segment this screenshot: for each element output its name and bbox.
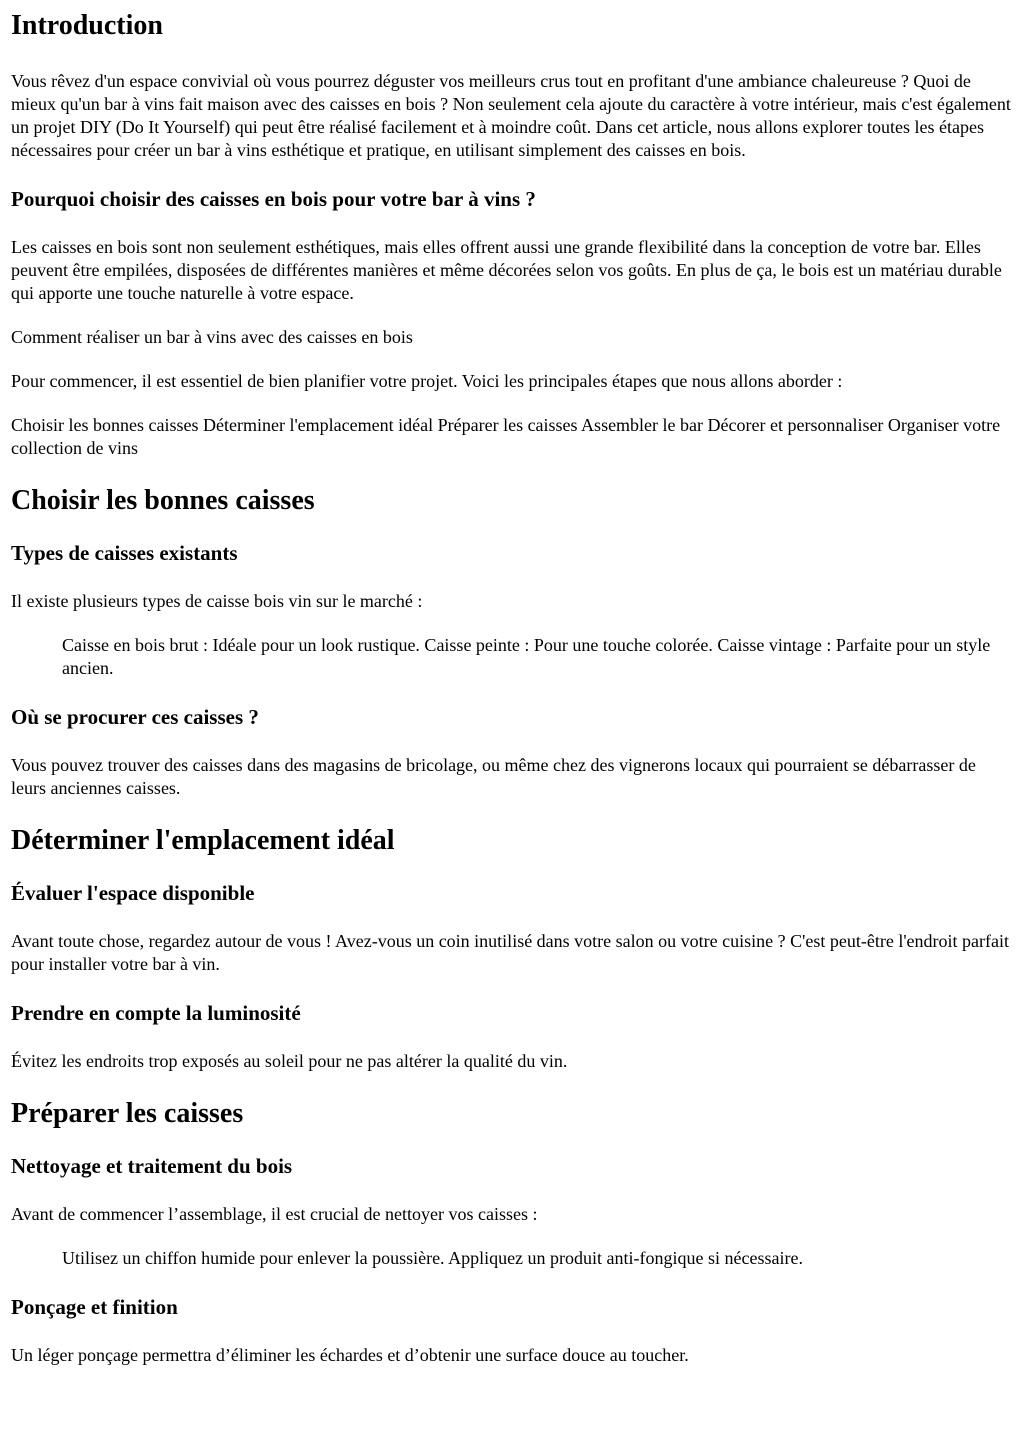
steps-line: Choisir les bonnes caisses Déterminer l'emplacement idéal Préparer les caisses Assembler le bar Décorer et personnaliser Organiser votre collection de vins [11, 415, 1001, 458]
light-heading: Prendre en compte la luminosité [11, 1001, 301, 1025]
plan-line: Pour commencer, il est essentiel de bien planifier votre projet. Voici les principales étapes que nous allons aborder : [11, 371, 843, 391]
clean-intro: Avant de commencer l’assemblage, il est crucial de nettoyer vos caisses : [11, 1204, 538, 1224]
why-paragraph: Les caisses en bois sont non seulement esthétiques, mais elles offrent aussi une grande flexibilité dans la conception de votre bar. Elles peuvent être empilées, disposées de différentes manières et même décorées selon vos goûts. En plus de ça, le bois est un matériau durable qui apporte une touche naturelle à votre espace. [11, 237, 1002, 303]
sand-heading: Ponçage et finition [11, 1295, 178, 1319]
where-paragraph: Vous pouvez trouver des caisses dans des magasins de bricolage, ou même chez des vignerons locaux qui pourraient se débarrasser de leurs anciennes caisses. [11, 755, 976, 798]
types-intro: Il existe plusieurs types de caisse bois vin sur le marché : [11, 591, 423, 611]
types-list: Caisse en bois brut : Idéale pour un look rustique. Caisse peinte : Pour une touche colorée. Caisse vintage : Parfaite pour un style ancien. [62, 635, 991, 678]
light-paragraph: Évitez les endroits trop exposés au soleil pour ne pas altérer la qualité du vin. [11, 1051, 568, 1071]
intro-heading: Introduction [11, 10, 163, 41]
clean-heading: Nettoyage et traitement du bois [11, 1154, 293, 1178]
how-line: Comment réaliser un bar à vins avec des caisses en bois [11, 327, 413, 347]
types-heading: Types de caisses existants [11, 541, 238, 565]
prepare-heading: Préparer les caisses [11, 1098, 244, 1129]
intro-paragraph: Vous rêvez d'un espace convivial où vous pourrez déguster vos meilleurs crus tout en profitant d'une ambiance chaleureuse ? Quoi de mieux qu'un bar à vins fait maison avec des caisses en bois ? Non seulement cela ajoute du caractère à votre intérieur, mais c'est également un projet DIY (Do It Yourself) qui peut être réalisé facilement et à moindre coût. Dans cet article, nous allons explorer toutes les étapes nécessaires pour créer un bar à vins esthétique et pratique, en utilisant simplement des caisses en bois. [11, 71, 1011, 160]
space-heading: Évaluer l'espace disponible [11, 881, 255, 905]
where-heading: Où se procurer ces caisses ? [11, 705, 259, 729]
location-heading: Déterminer l'emplacement idéal [11, 825, 395, 856]
sand-paragraph: Un léger ponçage permettra d’éliminer les échardes et d’obtenir une surface douce au toucher. [11, 1345, 689, 1365]
space-paragraph: Avant toute chose, regardez autour de vous ! Avez-vous un coin inutilisé dans votre salon ou votre cuisine ? C'est peut-être l'endroit parfait pour installer votre bar à vin. [11, 931, 1010, 974]
choose-heading: Choisir les bonnes caisses [11, 485, 315, 516]
why-heading: Pourquoi choisir des caisses en bois pour votre bar à vins ? [11, 187, 536, 211]
clean-list: Utilisez un chiffon humide pour enlever la poussière. Appliquez un produit anti-fongique si nécessaire. [62, 1248, 803, 1268]
article [0, 10, 1024, 1367]
